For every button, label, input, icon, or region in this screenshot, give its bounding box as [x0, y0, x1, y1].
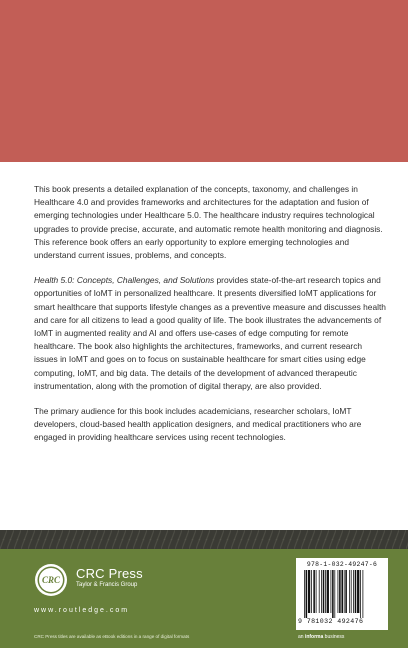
barcode-bar: [306, 570, 308, 618]
crc-logo-text: CRC: [41, 575, 61, 585]
barcode-bar: [334, 570, 335, 618]
informa-suffix: business: [323, 634, 345, 640]
barcode-bar: [323, 570, 325, 613]
publisher-group: Taylor & Francis Group: [76, 582, 138, 588]
barcode-bar: [332, 570, 334, 618]
isbn-number: 978-1-032-49247-6: [306, 561, 378, 568]
isbn-barcode: [296, 558, 388, 630]
publisher-footer: [0, 549, 408, 648]
barcode-bar: [355, 570, 357, 613]
crc-press-logo-icon: [34, 563, 68, 597]
ebook-availability-note: CRC Press titles are available as eBook editions in a range of digital formats: [34, 634, 190, 639]
decorative-pattern: [0, 530, 408, 549]
barcode-bar: [353, 570, 354, 613]
barcode-bar: [304, 570, 305, 618]
barcode-bar: [321, 570, 322, 613]
barcode-bar: [351, 570, 352, 613]
publisher-website: www.routledge.com: [34, 607, 130, 614]
barcode-bar: [325, 570, 326, 613]
barcode-bars: [304, 570, 384, 618]
barcode-bar: [338, 570, 339, 613]
barcode-bar: [319, 570, 320, 613]
blurb-paragraph-2-text: provides state-of-the-art research topics and opportunities of IoMT in personalized healthcare. It presents diversified IoMT applications for smart healthcare that supports lifestyle changes as a preventive measure and discusses health and care for all citizens to lead a good quality of life. The book illustrates the advancements of IoMT in augmented reality and AI and offers use-cases of edge computing for remote healthcare. The book also highlights the architectures, frameworks, and current research issues in IoMT and goes on to focus on sustainable healthcare for smart cities using edge computing, IoMT, and big data. The details of the development of advanced therapeutic instrumentation, along with the promotion of digital therapy, are also provided.: [34, 275, 386, 391]
ean-digits: 9 781032 492476: [298, 618, 364, 625]
decorative-strip: [0, 530, 408, 549]
barcode-bar: [327, 570, 329, 613]
blurb-paragraph-1: This book presents a detailed explanation of the concepts, taxonomy, and challenges in Healthcare 4.0 and provides frameworks and architectures for the adaptation and fusion of emerging technologies under Healthcare 5.0. The healthcare industry requires technological upgrades to provide precise, accurate, and automatic remote health monitoring and diagnosis. This reference book offers an early opportunity to explore emerging technologies and understand current issues, problems, and concepts.: [34, 184, 383, 261]
barcode-bar: [360, 570, 361, 618]
cover-top-color-band: [0, 0, 408, 162]
publisher-name: CRC Press: [76, 566, 143, 581]
barcode-bar: [345, 570, 347, 613]
informa-prefix: an: [298, 634, 305, 640]
barcode-bar: [341, 570, 343, 613]
informa-word: informa: [304, 634, 324, 640]
barcode-bar: [313, 570, 315, 613]
barcode-bar: [311, 570, 312, 613]
barcode-bar: [363, 570, 364, 618]
blurb-paragraph-3: The primary audience for this book includes academicians, researcher scholars, IoMT developers, cloud-based health application designers, and medical practitioners who are engaged in providing healthcare services using recent technologies.: [34, 406, 362, 443]
barcode-bar: [344, 570, 345, 613]
barcode-bar: [308, 570, 310, 613]
informa-business-label: [298, 634, 344, 640]
barcode-bar: [349, 570, 350, 613]
blurb-paragraph-2: [34, 274, 386, 393]
barcode-bar: [357, 570, 359, 613]
barcode-bar: [316, 570, 317, 613]
barcode-bar: [339, 570, 341, 613]
barcode-bar: [331, 570, 332, 613]
back-cover-blurb: [34, 183, 386, 457]
book-title-italic: Health 5.0: Concepts, Challenges, and Solutions: [34, 275, 215, 286]
